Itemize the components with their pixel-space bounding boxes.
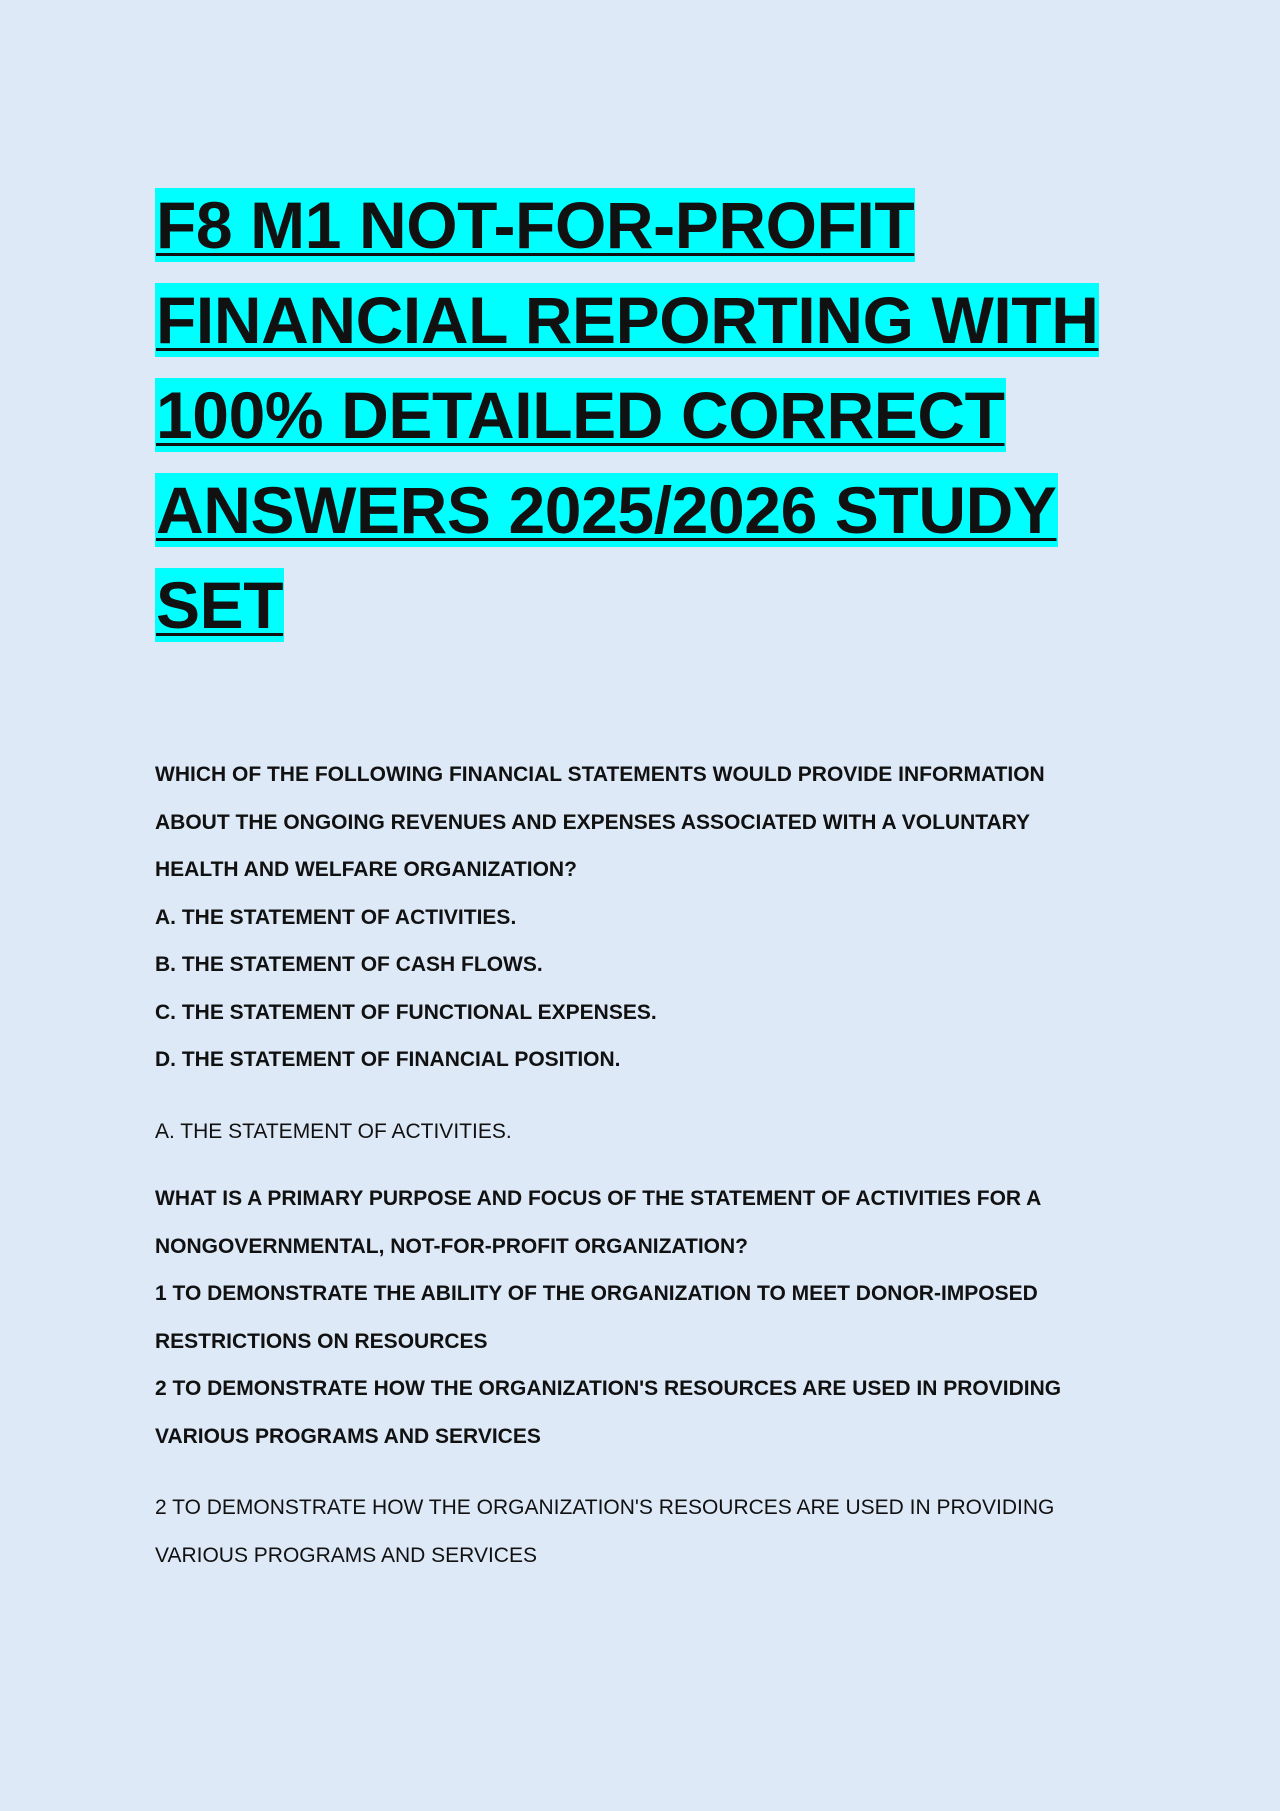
question-line: NONGOVERNMENTAL, NOT-FOR-PROFIT ORGANIZATION? bbox=[155, 1234, 749, 1258]
answer-line: VARIOUS PROGRAMS AND SERVICES bbox=[155, 1543, 537, 1567]
answer-line: 2 TO DEMONSTRATE HOW THE ORGANIZATION'S RESOURCES ARE USED IN PROVIDING bbox=[155, 1496, 1055, 1519]
option-line: B. THE STATEMENT OF CASH FLOWS. bbox=[155, 953, 543, 976]
document-page bbox=[155, 178, 1155, 1599]
page-title bbox=[155, 178, 1115, 653]
document-title bbox=[155, 178, 1115, 653]
option-line: 2 TO DEMONSTRATE HOW THE ORGANIZATION'S RESOURCES ARE USED IN PROVIDING bbox=[155, 1377, 1062, 1400]
option-line: 1 TO DEMONSTRATE THE ABILITY OF THE ORGANIZATION TO MEET DONOR-IMPOSED bbox=[155, 1282, 1038, 1305]
option-line: A. THE STATEMENT OF ACTIVITIES. bbox=[155, 905, 517, 929]
title-text: F8 M1 NOT-FOR-PROFIT FINANCIAL REPORTING WITH 100% DETAILED CORRECT ANSWERS 2025/2026 STUDY SET bbox=[156, 188, 1099, 642]
question-block-1 bbox=[155, 751, 1155, 1155]
option-line: VARIOUS PROGRAMS AND SERVICES bbox=[155, 1424, 541, 1448]
question-line: WHAT IS A PRIMARY PURPOSE AND FOCUS OF THE STATEMENT OF ACTIVITIES FOR A bbox=[155, 1187, 1042, 1210]
option-line: RESTRICTIONS ON RESOURCES bbox=[155, 1329, 488, 1353]
answer-line: A. THE STATEMENT OF ACTIVITIES. bbox=[155, 1119, 512, 1143]
question-line: WHICH OF THE FOLLOWING FINANCIAL STATEMENTS WOULD PROVIDE INFORMATION bbox=[155, 763, 1045, 786]
option-line: D. THE STATEMENT OF FINANCIAL POSITION. bbox=[155, 1048, 621, 1071]
question-line: HEALTH AND WELFARE ORGANIZATION? bbox=[155, 858, 577, 881]
question-line: ABOUT THE ONGOING REVENUES AND EXPENSES ASSOCIATED WITH A VOLUNTARY bbox=[155, 810, 1031, 834]
option-line: C. THE STATEMENT OF FUNCTIONAL EXPENSES. bbox=[155, 1000, 657, 1024]
question-block-2 bbox=[155, 1175, 1155, 1579]
